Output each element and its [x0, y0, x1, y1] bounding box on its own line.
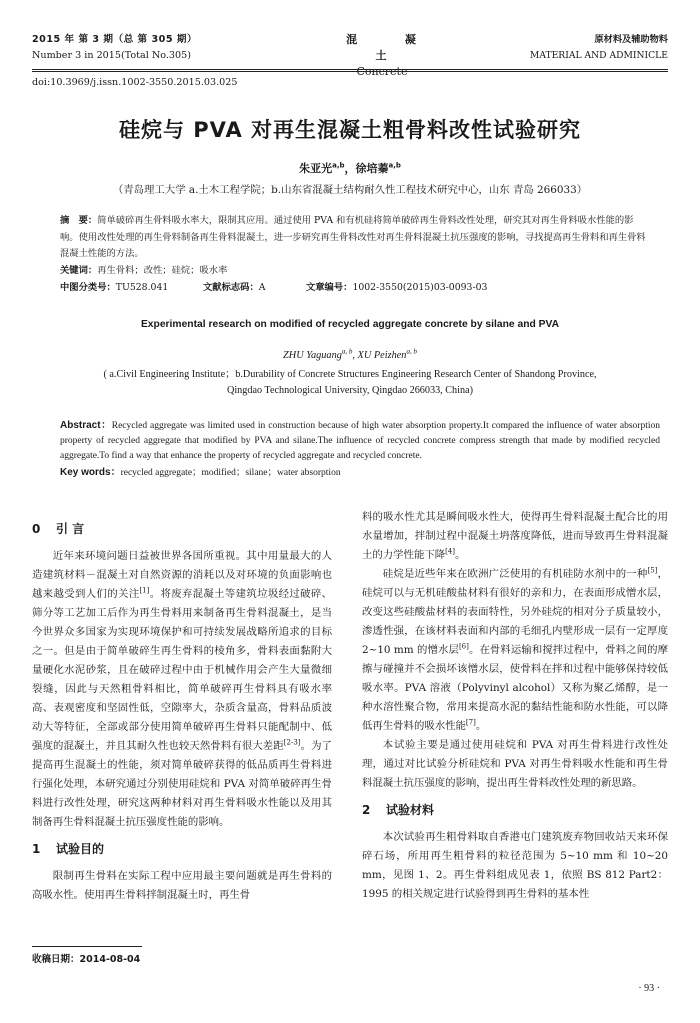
article-number-label: 文章编号：: [305, 282, 353, 293]
abstract-en-label: Abstract：: [60, 420, 112, 431]
header-section-cn: 原材料及辅助物料: [594, 34, 668, 45]
clc-value: TU528.041: [115, 282, 169, 293]
intro-paragraph: 近年来环境问题日益被世界各国所重视。其中用量最大的人造建筑材料－混凝土对自然资源的消耗以及对环境的负面影响也越来越受到人们的关注[1]。将废弃混凝土等建筑垃圾经过破碎、筛分等工艺加工后作为再生骨料用来制备再生骨料混凝土，是当今世界众多国家为实现环境保护和可持续发展战略所追求的目标之一。但是由于简单破碎生再生骨料的棱角多，骨料表面黏附大量硬化水泥砂浆，且在破碎过程中由于机械作用会产生大量微细裂缝，因此与天然粗骨料相比，简单破碎再生骨料具有吸水率高、表观密度和坚固性低，空隙率大，杂质含量高，骨料品质波动大等特征，全部或部分使用简单破碎再生骨料只能配制中、低强度的混凝土，并且其耐久性也较天然骨料有很大差距[2-3]。为了提高再生混凝土的性能，须对简单破碎获得的低品质再生骨料进行强化处理，本研究通过分别使用硅烷和 PVA 对简单破碎再生骨料进行改性处理，研究这两种材料对再生骨料吸水性能以及用其制备再生骨料混凝土抗压强度性能的影响。: [32, 550, 333, 828]
section-heading-materials: 2 试验材料: [362, 803, 435, 817]
citation-4[interactable]: [4]: [445, 547, 456, 556]
abstract-cn: [60, 213, 646, 279]
doi-link[interactable]: doi:10.3969/j.issn.1002-3550.2015.03.025: [32, 77, 238, 88]
header-journal-en: Concrete: [356, 65, 408, 78]
keywords-en-label: Key words：: [60, 466, 121, 478]
abstract-cn-text: 简单破碎再生骨料吸水率大，限制其应用。通过使用 PVA 和有机硅将简单破碎再生骨料改性处理，研究其对再生骨料吸水性能的影响。使用改性处理的再生骨料制备再生骨料混凝土，进一步研究再生骨料改性对再生骨料混凝土抗压强度的影响，寻找提高再生骨料和再生骨料混凝土性能的方法。: [60, 215, 646, 259]
doc-code-value: A: [258, 282, 266, 293]
author-1-cn: 朱亚光: [299, 162, 333, 175]
author-1-cn-affil: a,b: [332, 161, 345, 170]
header-rule-double: [32, 71, 668, 72]
doc-code-label: 文献标志码：: [202, 282, 259, 293]
citation-2-3[interactable]: [2-3]: [283, 738, 301, 747]
column-right: [362, 508, 668, 904]
citation-1[interactable]: [1]: [139, 586, 150, 595]
paper-title-cn: 硅烷与 PVA 对再生混凝土粗骨料改性试验研究: [118, 118, 582, 142]
running-header: [32, 32, 668, 78]
paper-title-en: Experimental research on modified of recycled aggregate concrete by silane and PVA: [140, 319, 560, 330]
section-heading-introduction: 0 引 言: [32, 522, 85, 536]
footnote-rule: [32, 946, 142, 947]
citation-7[interactable]: [7]: [465, 718, 476, 727]
keywords-cn-label: 关键词：: [60, 264, 98, 276]
header-issue-en: Number 3 in 2015(Total No.305): [32, 50, 191, 61]
abstract-cn-label: 摘 要：: [60, 215, 98, 226]
author-separator-cn: ，: [344, 162, 356, 175]
header-journal-cn: 混 凝 土: [346, 33, 438, 62]
clc-label: 中图分类号：: [60, 282, 116, 293]
header-issue: [32, 32, 197, 64]
materials-paragraph: 本次试验再生粗骨料取自香港屯门建筑废弃物回收站天来环保碎石场，所用再生粗骨料的粒径范围为 5~10 mm 和 10~20 mm，见图 1、2。再生骨料组成见表 1，依照 BS 812 Part2：1995 的相关规定进行试验得到再生骨料的基本性: [362, 831, 668, 900]
header-issue-cn: 2015 年 第 3 期（总 第 305 期）: [32, 34, 198, 45]
citation-6[interactable]: [6]: [458, 642, 469, 651]
author-2-cn: 徐培蓁: [355, 162, 389, 175]
silane-paragraph: 硅烷是近些年来在欧洲广泛使用的有机硅防水剂中的一种[5]，硅烷可以与无机硅酸盐材料有很好的亲和力，在表面形成憎水层，改变这些硅酸盐材料的表面特性，另外硅烷的相对分子质量较小，渗透性强，在该材料表面和内部的毛细孔内壁形成一层有一定厚度 2~10 mm 的憎水层[6]。在骨料运输和搅拌过程中，骨料之间的摩擦与碰撞并不会损坏该憎水层，使骨料在拌和过程中能够保持较低吸水率。PVA 溶液（Polyvinyl alcohol）又称为聚乙烯醇，是一种水溶性聚合物，常用来提高水泥的黏结性能和防水性能，可以降低再生骨料的吸水性能[7]。: [362, 566, 669, 732]
authors-cn: [0, 160, 700, 176]
classification-row: [60, 280, 660, 296]
author-2-en: XU Peizhen: [357, 350, 407, 361]
author-1-en-affil: a, b: [341, 347, 353, 356]
abstract-en: [60, 418, 660, 481]
authors-en: [0, 347, 700, 361]
purpose-paragraph: 限制再生骨料在实际工程中应用最主要问题就是再生骨料的高吸水性。使用再生骨料拌制混凝土时，再生骨: [32, 870, 332, 901]
affiliation-en-line-1: ( a.Civil Engineering Institute；b.Durability of Concrete Structures Engineering Research Center of Shandong Province,: [103, 369, 597, 380]
affiliation-cn: （青岛理工大学 a.土木工程学院；b.山东省混凝土结构耐久性工程技术研究中心，山东 青岛 266033）: [112, 184, 588, 196]
keywords-cn-text: 再生骨料；改性；硅烷；吸水率: [97, 264, 228, 276]
received-date: 收稿日期：2014-08-04: [32, 954, 141, 965]
author-separator-en: ,: [352, 350, 358, 361]
abstract-en-text: Recycled aggregate was limited used in construction because of high water absorption property.It compared the influence of water absorption property of recycled aggregate that modified by PVA and silane.The influence of recycled concrete compress strength that made by modified recycled aggregate.To find a way that enhance the property of recycled aggregate and recycled concrete.: [60, 421, 660, 462]
affiliation-en: [0, 367, 700, 399]
approach-paragraph: 本试验主要是通过使用硅烷和 PVA 对再生骨料进行改性处理，通过对比试验分析硅烷和 PVA 对再生骨料吸水性能和再生骨料混凝土抗压强度的影响，提出再生骨料改性处理的新思路。: [362, 739, 668, 789]
author-1-en: ZHU Yaguang: [283, 350, 342, 361]
author-2-en-affil: a, b: [406, 347, 417, 356]
column-left: [32, 512, 332, 905]
citation-5[interactable]: [5]: [647, 566, 658, 575]
section-heading-purpose: 1 试验目的: [32, 842, 105, 856]
keywords-en-text: recycled aggregate；modified；silane；water absorption: [120, 467, 341, 478]
page-number: · 93 ·: [638, 983, 660, 994]
header-rule: [32, 69, 668, 70]
purpose-paragraph-cont: 料的吸水性尤其是瞬间吸水性大，使得再生骨料混凝土配合比的用水量增加，拌制过程中混凝土坍落度降低，进而导致再生骨料混凝土的力学性能下降[4]。: [362, 511, 668, 561]
header-section-en: MATERIAL AND ADMINICLE: [529, 50, 668, 61]
author-2-cn-affil: a,b: [388, 161, 401, 170]
affiliation-en-line-2: Qingdao Technological University, Qingdao 266033, China): [226, 385, 473, 396]
header-section: [530, 32, 668, 64]
article-number-value: 1002-3550(2015)03-0093-03: [352, 282, 488, 293]
header-journal: [322, 32, 442, 80]
